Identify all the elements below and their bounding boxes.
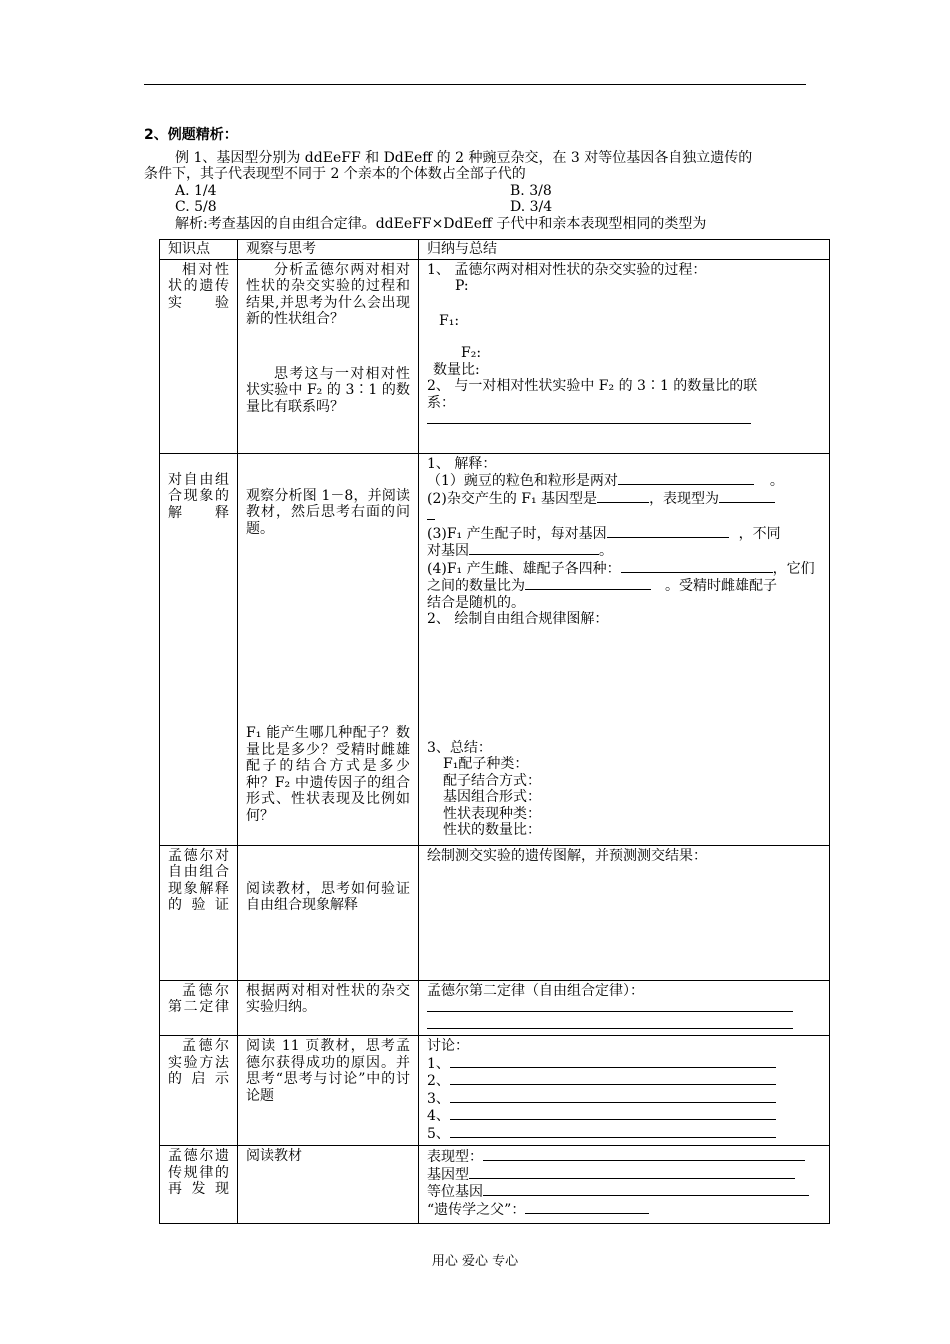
topic-cell: 孟德尔对自由组合现象解释的验证 [160,845,238,980]
summary-cell [419,453,830,845]
topic-cell: 相对性状的遗传实验 [160,259,238,453]
summary-line: 1、 孟德尔两对相对性状的杂交实验的过程： [427,261,707,278]
example-line-1: 例 1、基因型分别为 ddEeFF 和 DdEeff 的 2 种豌豆杂交，在 3 对等位基因各自独立遗传的 [175,150,753,166]
list-item[interactable]: 5、 [427,1125,821,1143]
summary-cell [419,1036,830,1146]
summary-line: 1、 解释： [427,455,497,472]
table-row [160,453,830,845]
option-a: A. 1/4 [175,183,217,199]
summary-line: 绘制测交实验的遗传图解，并预测测交结果： [427,847,707,864]
observe-text: 阅读教材，思考如何验证自由组合现象解释 [246,880,410,913]
header-observe: 观察与思考 [238,240,419,260]
option-c: C. 5/8 [175,199,217,215]
observe-cell [238,845,419,980]
table-header-row [160,240,830,260]
table-row [160,259,830,453]
f2-label: F₂: [461,345,482,361]
parent-label: P: [455,278,469,294]
observe-cell: 阅读 11 页教材，思考孟德尔获得成功的原因。并思考“思考与讨论”中的讨论题 [238,1036,419,1146]
summary-line: 结合是随机的。 [427,594,525,611]
summary-line[interactable]: 基因型 [427,1166,821,1184]
observe-cell [238,259,419,453]
list-item[interactable]: 2、 [427,1072,821,1090]
topic-cell: 对自由组合现象的解释 [160,453,238,845]
summary-line: F₁配子种类： [443,756,529,772]
summary-line: 2、 与一对相对性状实验中 F₂ 的 3∶1 的数量比的联 [427,378,758,394]
list-item[interactable]: 1、 [427,1055,821,1073]
summary-line: 配子结合方式： [443,772,541,789]
summary-line: 对基因 。 [427,543,613,559]
summary-line: 孟德尔第二定律（自由组合定律）： [427,982,644,999]
summary-line[interactable]: “遗传学之父”： [427,1201,821,1219]
observe-text: F₁ 能产生哪几种配子？数量比是多少？受精时雌雄配子的结合方式是多少种？F₂ 中遗传因子的组合形式、性状表现及比例如何？ [246,725,410,824]
table-row [160,845,830,980]
summary-line: 基因组合形式： [443,789,541,805]
ratio-label: 数量比: [433,361,480,378]
summary-line: 系： [427,394,455,411]
topic-cell: 孟德尔遗传规律的再发现 [160,1146,238,1224]
option-d: D. 3/4 [510,199,553,215]
summary-cell [419,259,830,453]
summary-line: 性状的数量比： [443,822,541,838]
study-table [159,239,830,1224]
summary-line: 讨论： [427,1038,469,1054]
observe-cell: 根据两对相对性状的杂交实验归纳。 [238,980,419,1036]
summary-cell [419,845,830,980]
summary-cell [419,980,830,1036]
observe-cell: 阅读教材 [238,1146,419,1224]
summary-line: (2)杂交产生的 F₁ 基因型是 ，表现型为 [427,490,821,508]
table-row [160,1036,830,1146]
option-b: B. 3/8 [510,183,552,199]
observe-cell [238,453,419,845]
header-topic: 知识点 [160,240,238,260]
page-footer: 用心 爱心 专心 [431,1254,519,1269]
summary-line: （1）豌豆的粒色和粒形是两对 。 [427,473,784,489]
header-rule [144,84,806,85]
topic-cell: 孟德尔实验方法的启示 [160,1036,238,1146]
summary-line: (4)F₁ 产生雌、雄配子各四种： ，它们 [427,560,815,577]
summary-line: 3、总结： [427,739,492,756]
summary-line: 性状表现种类： [443,805,541,822]
f1-label: F₁: [439,312,460,329]
summary-line: (3)F₁ 产生配子时，每对基因 ，不同 [427,525,781,542]
table-row [160,1146,830,1224]
example-line-2: 条件下，其子代表现型不同于 2 个亲本的个体数占全部子代的 [144,166,526,182]
observe-text: 分析孟德尔两对相对性状的杂交实验的过程和结果,并思考为什么会出现新的性状组合？ [246,261,410,327]
header-summary: 归纳与总结 [419,240,830,260]
observe-text: 思考这与一对相对性状实验中 F₂ 的 3∶1 的数量比有联系吗？ [246,365,410,415]
topic-cell: 孟德尔第二定律 [160,980,238,1036]
answer-blank[interactable] [427,411,821,429]
analysis-line: 解析:考查基因的自由组合定律。ddEeFF×DdEeff 子代中和亲本表现型相同的类型为 [175,216,707,232]
summary-line: 2、 绘制自由组合规律图解： [427,611,609,627]
summary-line[interactable]: 等位基因 [427,1183,821,1201]
table-row [160,980,830,1036]
summary-line [427,507,821,525]
section-title: 2、例题精析： [144,127,238,143]
observe-text: 观察分析图 1－8，并阅读教材，然后思考右面的问题。 [246,487,410,537]
list-item[interactable]: 4、 [427,1107,821,1125]
answer-blank[interactable] [427,999,821,1017]
summary-cell [419,1146,830,1224]
answer-blank[interactable] [427,1017,821,1034]
summary-line: 之间的数量比为 。受精时雌雄配子 [427,578,777,594]
list-item[interactable]: 3、 [427,1090,821,1108]
summary-line[interactable]: 表现型： [427,1148,821,1166]
